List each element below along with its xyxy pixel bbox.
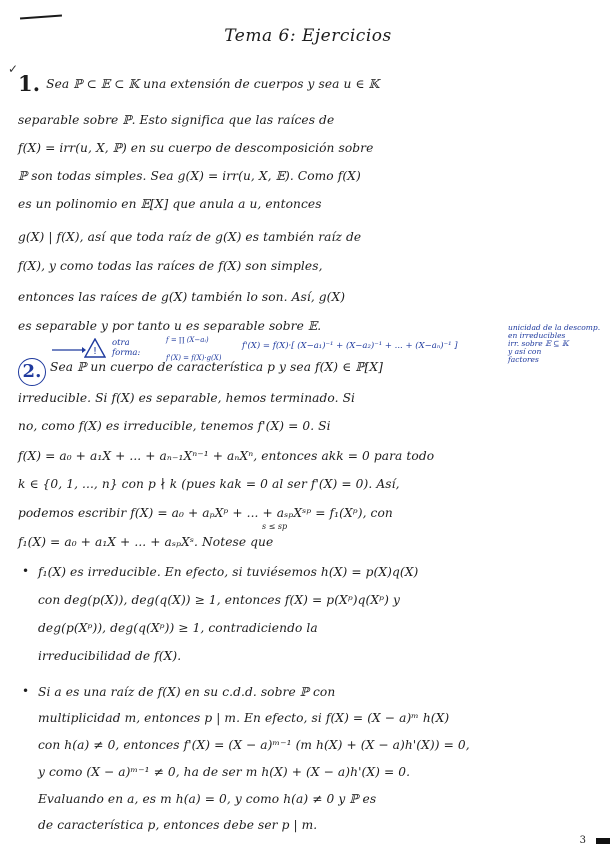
exercise-2-line-4: f(X) = a₀ + a₁X + ... + aₙ₋₁Xⁿ⁻¹ + aₙXⁿ, entonces akk = 0 para todo: [18, 449, 435, 463]
s-sp-note: s ≤ sp: [262, 522, 288, 531]
exercise-1-line-2: separable sobre ℙ. Esto significa que las raíces de: [18, 113, 335, 127]
pen-stroke-mark: [20, 15, 62, 20]
bullet-1-line-1: f₁(X) es irreducible. En efecto, si tuviésemos h(X) = p(X)q(X): [38, 565, 419, 579]
exercise-2-line-3: no, como f(X) es irreducible, tenemos f'(X) = 0. Si: [18, 419, 331, 433]
exercise-1-line-1: 1. Sea ℙ ⊂ 𝔼 ⊂ 𝕂 una extensión de cuerpos y sea u ∈ 𝕂: [18, 71, 380, 96]
exercise-1-line-6: g(X) | f(X), así que toda raíz de g(X) es también raíz de: [18, 230, 362, 244]
bullet-2-line-1: Si a es una raíz de f(X) en su c.d.d. sobre ℙ con: [38, 685, 336, 699]
derivative-short-note: f'(X) = f(X)·g(X): [166, 354, 222, 362]
bullet-1-marker: •: [22, 564, 30, 578]
page-number: 3: [579, 835, 586, 846]
derivative-formula-note: f'(X) = f(X)·[ (X−a₁)⁻¹ + (X−a₂)⁻¹ + ... + (X−aₙ)⁻¹ ]: [242, 341, 458, 351]
exercise-1-line-8: entonces las raíces de g(X) también lo son. Así, g(X): [18, 290, 346, 304]
bullet-1-line-4: irreducibilidad de f(X).: [38, 649, 182, 663]
exercise-1-line-4: ℙ son todas simples. Sea g(X) = irr(u, X, 𝔼). Como f(X): [18, 169, 361, 183]
product-formula-note: f = ∏ (X−aᵢ): [166, 336, 209, 344]
bullet-2-line-6: de característica p, entonces debe ser p | m.: [38, 818, 318, 832]
warning-icon: [84, 338, 106, 358]
exercise-2-number: 2.: [18, 358, 46, 386]
exercise-1-line-5: es un polinomio en 𝔼[X] que anula a u, entonces: [18, 197, 322, 211]
bullet-2-marker: •: [22, 684, 30, 698]
exercise-2-line-6: podemos escribir f(X) = a₀ + aₚXᵖ + ... + aₛₚXˢᵖ = f₁(Xᵖ), con: [18, 506, 393, 520]
bullet-1-line-3: deg(p(Xᵖ)), deg(q(Xᵖ)) ≥ 1, contradiciendo la: [38, 621, 318, 635]
exercise-2-line-1: 2. Sea ℙ un cuerpo de característica p y sea f(X) ∈ ℙ[X]: [18, 358, 598, 386]
exercise-2-line-2: irreducible. Si f(X) es separable, hemos terminado. Si: [18, 391, 356, 405]
check-mark-icon: ✓: [8, 62, 19, 76]
exercise-2-line-7: f₁(X) = a₀ + a₁X + ... + aₛₚXˢ. Notese que: [18, 535, 274, 549]
exercise-1-line-3: f(X) = irr(u, X, ℙ) en su cuerpo de descomposición sobre: [18, 141, 374, 155]
bullet-2-line-4: y como (X − a)ᵐ⁻¹ ≠ 0, ha de ser m h(X) + (X − a)h'(X) = 0.: [38, 765, 411, 779]
bullet-1-line-2: con deg(p(X)), deg(q(X)) ≥ 1, entonces f(X) = p(Xᵖ)q(Xᵖ) y: [38, 593, 400, 607]
bullet-2-line-5: Evaluando en a, es m h(a) = 0, y como h(a) ≠ 0 y ℙ es: [38, 792, 377, 806]
exercise-1-number: 1.: [18, 71, 41, 96]
exercise-1-line-9: es separable y por tanto u es separable sobre 𝔼.: [18, 319, 322, 333]
exercise-1-line-7: f(X), y como todas las raíces de f(X) son simples,: [18, 259, 323, 273]
page-corner-mark: [596, 838, 610, 844]
page-title: Tema 6: Ejercicios: [224, 26, 392, 46]
exercise-2-line-5: k ∈ {0, 1, ..., n} con p ∤ k (pues kak = 0 al ser f'(X) = 0). Así,: [18, 477, 400, 491]
svg-text:!: !: [92, 346, 98, 357]
bullet-2-line-2: multiplicidad m, entonces p | m. En efecto, si f(X) = (X − a)ᵐ h(X): [38, 711, 450, 725]
arrow-icon: [52, 346, 86, 354]
bullet-2-line-3: con h(a) ≠ 0, entonces f'(X) = (X − a)ᵐ⁻¹ (m h(X) + (X − a)h'(X)) = 0,: [38, 738, 470, 752]
exercise-1-margin-note: unicidad de la descomp. en irreducibles irr. sobre 𝔼 ⊆ 𝕂 y así con factores: [508, 323, 601, 364]
other-way-note: otra forma:: [112, 338, 141, 358]
